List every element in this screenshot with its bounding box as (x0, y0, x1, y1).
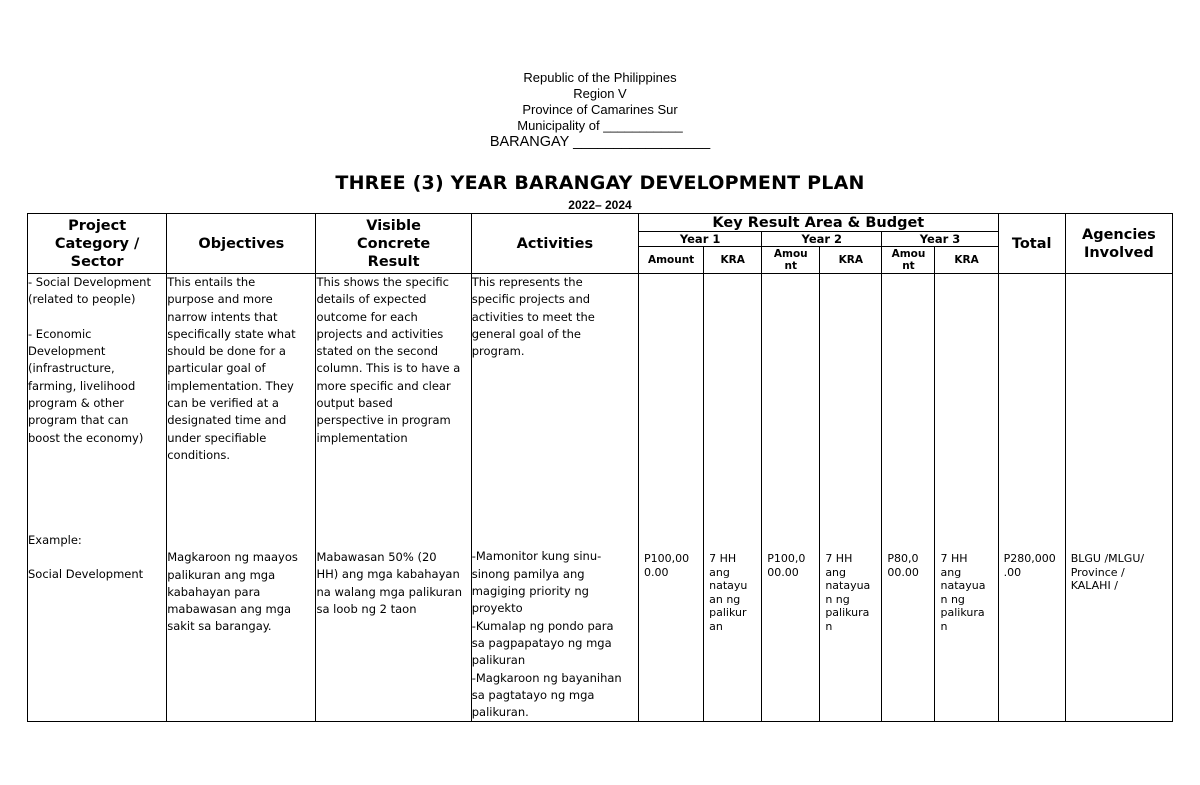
header-barangay: BARANGAY _________________ (489, 134, 711, 150)
example-kra-3: 7 HH ang natayua n ng palikura n (940, 552, 986, 633)
plan-years: 2022– 2024 (568, 198, 632, 212)
example-objectives: Magkaroon ng maayos palikuran ang mga kabahayan para mabawasan ang mga sakit sa barangay. (167, 550, 298, 634)
example-visible-result: Mabawasan 50% (20 HH) ang mga kabahayan na walang mga palikuran sa loob ng 2 taon (316, 549, 463, 616)
example-amount-3: P80,0 00.00 (887, 552, 919, 579)
activities-description: This represents the specific projects and activities to meet the general goal of the program. (471, 275, 595, 359)
category-cell (28, 274, 167, 722)
table-row (28, 274, 1173, 722)
header-region: Region V (573, 86, 627, 101)
header-republic: Republic of the Philippines (523, 70, 677, 85)
amount-1-cell (639, 274, 704, 722)
amount-3-cell (882, 274, 935, 722)
category-description: - Social Development (related to people) - Economic Development (infrastructure, farming, livelihood program & other program that can boost the economy) (28, 275, 151, 445)
activities-cell (471, 274, 638, 722)
agencies-cell (1065, 274, 1172, 722)
development-plan-table (27, 213, 1173, 722)
header-municipality: Municipality of ___________ (517, 118, 683, 133)
kra-2-cell (820, 274, 882, 722)
header-project-category: Project Category / Sector (28, 214, 167, 274)
header-objectives: Objectives (167, 214, 316, 274)
header-total: Total (998, 214, 1065, 274)
example-total: P280,000 .00 (1003, 552, 1056, 579)
header-kra-budget: Key Result Area & Budget (639, 214, 999, 232)
header-province: Province of Camarines Sur (522, 102, 678, 117)
kra-1-cell (704, 274, 762, 722)
visible-result-cell (316, 274, 471, 722)
kra-3-cell (935, 274, 998, 722)
objectives-cell (167, 274, 316, 722)
header-kra-2: KRA (820, 247, 882, 274)
page-title: THREE (3) YEAR BARANGAY DEVELOPMENT PLAN (335, 172, 865, 194)
example-category: Social Development (28, 567, 144, 582)
header-amount-2: Amou nt (762, 247, 820, 274)
header-amount-3: Amou nt (882, 247, 935, 274)
header-agencies: Agencies Involved (1065, 214, 1172, 274)
example-agencies: BLGU /MLGU/ Province / KALAHI / (1070, 552, 1145, 592)
header-year-2: Year 2 (762, 232, 882, 247)
example-kra-2: 7 HH ang natayua n ng palikura n (825, 552, 871, 633)
header-year-1: Year 1 (639, 232, 762, 247)
visible-result-description: This shows the specific details of expected outcome for each projects and activities stated on the second column. This is to have a more specific and clear output based perspective in program implementation (316, 275, 461, 445)
example-label: Example: (28, 532, 82, 547)
example-amount-2: P100,0 00.00 (767, 552, 806, 579)
header-kra-1: KRA (704, 247, 762, 274)
header-kra-3: KRA (935, 247, 998, 274)
header-activities: Activities (471, 214, 638, 274)
example-amount-1: P100,00 0.00 (644, 552, 690, 579)
header-year-3: Year 3 (882, 232, 998, 247)
total-cell (998, 274, 1065, 722)
header-visible-result: Visible Concrete Result (316, 214, 471, 274)
example-kra-1: 7 HH ang natayu an ng palikur an (709, 552, 748, 633)
header-amount-1: Amount (639, 247, 704, 274)
objectives-description: This entails the purpose and more narrow intents that specifically state what should be done for a particular goal of implementation. They can be verified at a designated time and under specifiable conditions. (167, 275, 296, 462)
amount-2-cell (762, 274, 820, 722)
example-activities: -Mamonitor kung sinu- sinong pamilya ang magiging priority ng proyekto -Kumalap ng pondo para sa pagpapatayo ng mga palikuran -Magkaroon ng bayanihan sa pagtatayo ng mga palikuran. (471, 549, 622, 720)
